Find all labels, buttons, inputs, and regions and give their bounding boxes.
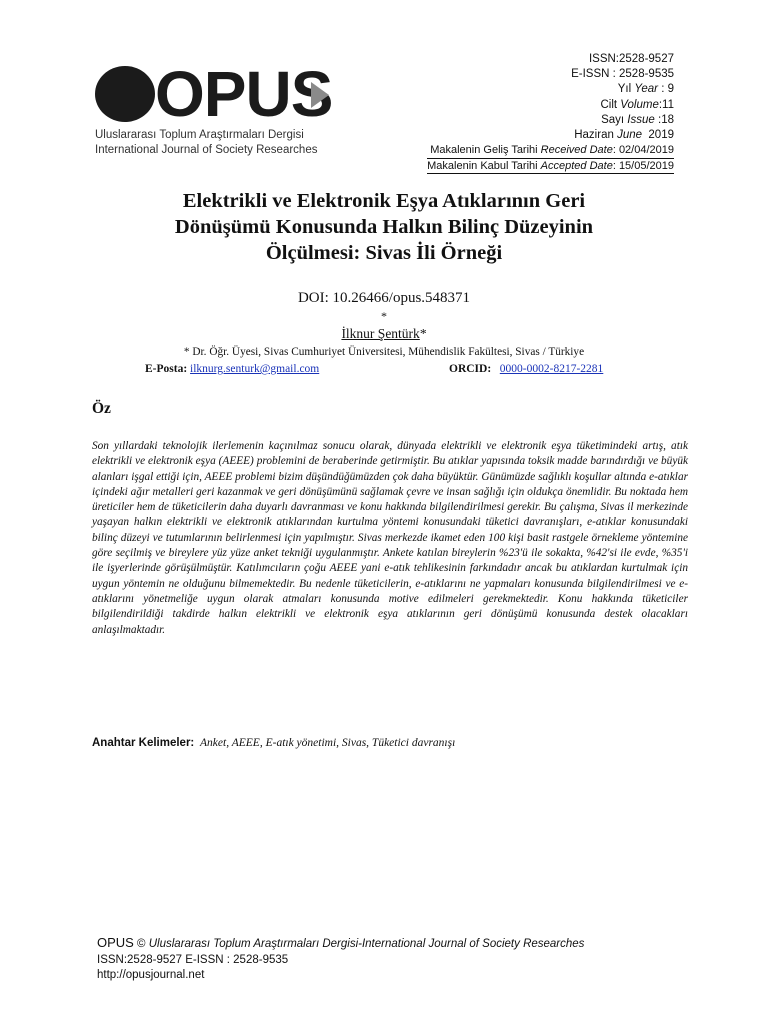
month-label: June [617, 129, 643, 142]
volume-label: Volume [620, 98, 659, 111]
title-line-1: Elektrikli ve Elektronik Eşya Atıklarının Geri [182, 190, 586, 212]
received-value: : 02/04/2019 [612, 144, 674, 157]
accepted-date-line [427, 159, 674, 175]
issn: ISSN:2528-9527 [588, 53, 674, 65]
year-line [427, 82, 674, 97]
author-footnote-marker: * [381, 309, 387, 323]
page-footer [97, 935, 584, 984]
orcid-link[interactable]: 0000-0002-8217-2281 [499, 363, 604, 375]
abstract-text: Son yıllardaki teknolojik ilerlemenin kaçınılmaz sonucu olarak, dünyada elektrikli ve elektronik eşya tüketimindeki artış, atık elektrikli ve elektronik eşya (AEEE) problemini de beraberinde getirmiştir. Bu atıklar yapısında toksik madde barındırdığı ve büyük alanları işgal ettiği için, AEEE problemi bizim düşündüğümüzden çok daha büyüktür. Günümüzde sağlıklı koşullar altında e-atıklar içindeki ağır metalleri geri kazanmak ve geri dönüşümünü sağlamak çevre ve insan sağlığı için oldukça önemlidir. Bu noktada hem üreticiler hem de tüketicilerin daha duyarlı davranması ve konu hakkında bilgilendirilmesi gerekir. Bu çalışma, Sivas il merkezinde yaşayan halkın elektrikli ve elektronik atıklarından kurtulma yöntemi konusundaki tüketici davranışları, e-atıklar konusundaki bilinç düzeyi ve tutumlarının belirlenmesi için yapılmıştır. Sivas merkezde ikamet eden 100 kişi basit rastgele örnekleme yöntemine göre seçilmiş ve bireylere yüz yüze anket tekniği uygulanmıştır. Ankete katılan bireylerin %23'ü ile sokakta, %42'si ile evde, %35'i ile işyerlerinde görüşülmüştür. Katılımcıların çoğu AEEE yani e-atık tehlikesinin farkındadır ancak bu atıklardan kurtulmak için uygun yöntemin ne olduğunu bilmemektedir. Bu nedenle tüketicilerin, e-atıklarını ne yapmaları konusunda bilgilendirilmesi ve e-atıklarını yönetmeliğe uygun olarak atmaları konusunda motive edilmeleri gerekmektedir. Konu hakkında tüketiciler bilgilendirildiği takdirde halkın elektrikli ve elektronik eşya atıklarının geri dönüşümü konusunda destek olacakları anlaşılmaktadır. [92, 440, 688, 636]
footer-opus: OPUS [97, 935, 134, 950]
title-line-3: Ölçülmesi: Sivas İli Örneği [265, 242, 503, 264]
eissn: E-ISSN : 2528-9535 [571, 68, 674, 81]
logo-wordmark: OPUS [155, 58, 333, 130]
received-label: Received Date [540, 144, 613, 157]
email-label: E-Posta: [145, 363, 188, 375]
copyright-icon: © [137, 938, 146, 950]
logo-mark [95, 58, 345, 130]
issue-value: :18 [658, 113, 674, 126]
accepted-prefix: Makalenin Kabul Tarihi [427, 159, 538, 172]
author-name: İlknur Şentürk [341, 326, 420, 341]
author-affiliation: * Dr. Öğr. Üyesi, Sivas Cumhuriyet Üniversitesi, Mühendislik Fakültesi, Sivas / Türkiye [183, 346, 585, 358]
email-line [145, 363, 319, 375]
received-prefix: Makalenin Geliş Tarihi [430, 144, 538, 157]
email-link[interactable]: ilknurg.senturk@gmail.com [190, 363, 320, 375]
journal-logo [95, 58, 345, 158]
keywords-value: Anket, AEEE, E-atık yönetimi, Sivas, Tüketici davranışı [200, 737, 456, 749]
issue-label: Issue [627, 113, 655, 126]
author-mark: * [419, 326, 427, 341]
journal-metadata [427, 52, 674, 174]
footer-issn: ISSN:2528-9527 E-ISSN : 2528-9535 [97, 953, 289, 966]
abstract-heading: Öz [92, 400, 111, 417]
volume-prefix: Cilt [600, 98, 618, 111]
accepted-label: Accepted Date [540, 159, 613, 172]
issue-line [427, 113, 674, 128]
footer-url[interactable]: http://opusjournal.net [97, 969, 205, 981]
volume-value: :11 [658, 98, 674, 111]
month-value: 2019 [648, 129, 674, 142]
orcid-label: ORCID: [449, 363, 492, 375]
month-prefix: Haziran [574, 129, 614, 142]
keywords-label: Anahtar Kelimeler: [92, 737, 195, 749]
issue-prefix: Sayı [601, 113, 625, 126]
logo-subtitle-en: International Journal of Society Researches [95, 144, 318, 156]
logo-arrow-icon [311, 82, 329, 108]
doi: DOI: 10.26466/opus.548371 [297, 290, 471, 306]
footer-journal-line [97, 935, 584, 953]
article-title [90, 188, 678, 266]
received-date-line [427, 143, 674, 159]
accepted-value: : 15/05/2019 [612, 159, 674, 172]
author-line [0, 326, 768, 342]
volume-line [427, 98, 674, 113]
footer-journal: Uluslararası Toplum Araştırmaları Dergisi-International Journal of Society Researches [148, 938, 585, 950]
year-label: Year [634, 83, 658, 96]
logo-subtitle [95, 128, 345, 158]
logo-circle-icon [95, 66, 155, 122]
year-prefix: Yıl [617, 83, 632, 96]
title-line-2: Dönüşümü Konusunda Halkın Bilinç Düzeyinin [174, 216, 594, 238]
year-value: : 9 [661, 83, 674, 96]
logo-subtitle-tr: Uluslararası Toplum Araştırmaları Dergisi [95, 129, 304, 141]
orcid-line [449, 363, 603, 375]
month-line [427, 128, 674, 143]
keywords-line [92, 737, 455, 749]
